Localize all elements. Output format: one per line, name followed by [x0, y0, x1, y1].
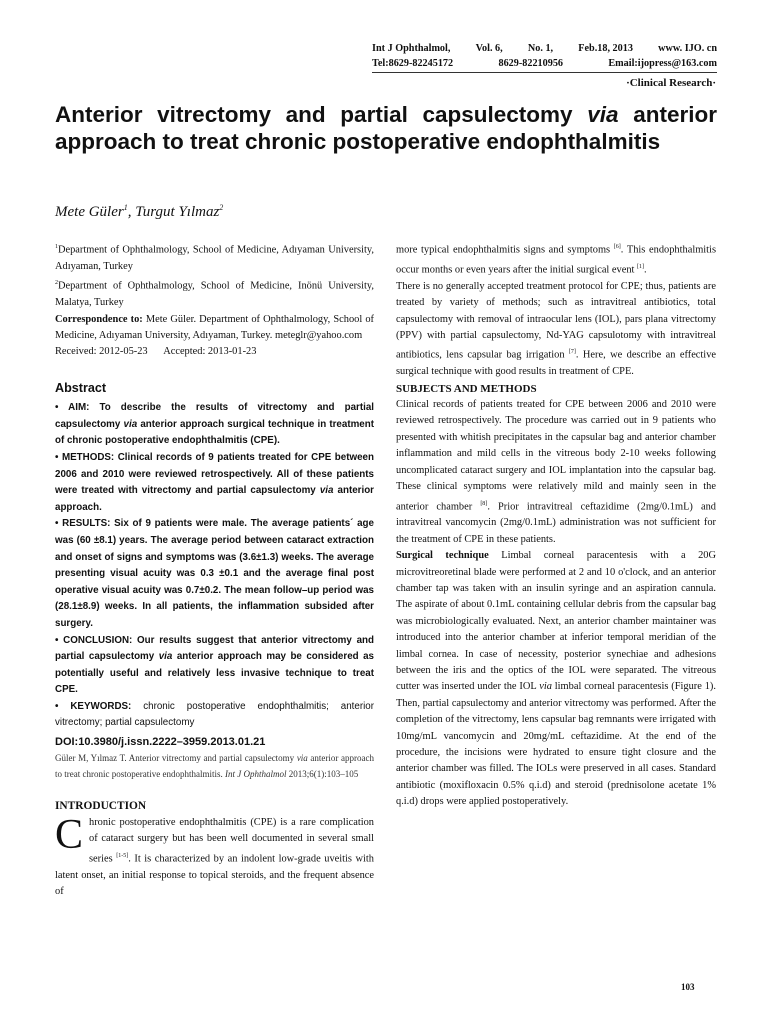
author-separator: , — [127, 204, 136, 220]
introduction-text-a: hronic postoperative endophthalmitis (CPE) is a rare complication of cataract surgery but has been well documented in several small series — [89, 816, 374, 865]
methods-paragraph — [396, 397, 716, 548]
abstract-conclusion — [55, 633, 374, 699]
citation — [55, 750, 374, 782]
abstract-methods-via: via — [319, 485, 334, 497]
section-label: ·Clinical Research· — [626, 77, 716, 89]
surgical-via: via — [539, 681, 552, 693]
author-2-sup: 2 — [219, 203, 224, 212]
intro-continued-c: . — [644, 264, 647, 276]
article-title — [55, 101, 717, 155]
affiliation-1-sup: 1 — [55, 244, 58, 250]
drop-cap: C — [55, 811, 84, 858]
abstract-conclusion-b: anterior approach may be considered as potentially useful and relatively less invasive technique to treat CPE. — [55, 651, 375, 696]
doi-link[interactable]: DOI:10.3980/j.issn.2222–3959.2013.01.21 — [55, 736, 266, 749]
surgical-text-a: Limbal corneal paracentesis with a 20G microvitreoretinal blade were performed at 2 and 10 o'clock, and an anterior chamber tap was taken with an insulin syringe and an aspiration cannula. The aspirate of about 0.1mL containing cellular debris from the capsular bag was microbiologically evaluated. Next, an anterior chamber maintainer was introduced into the anterior chamber at inferior temporal meridian of the limbal cornea. In case of necessity, posterior synechiae and adhesions between the iris and the optics of the IOL were separated. The vitreous cutter was inserted under the IOL — [396, 550, 716, 693]
introduction-heading: INTRODUCTION — [55, 800, 147, 813]
affiliation-2-sup: 2 — [55, 280, 58, 287]
journal-header-line-2 — [372, 56, 717, 71]
correspondence — [55, 312, 374, 345]
title-via: via — [587, 102, 619, 127]
dates-line — [55, 344, 374, 360]
citation-c: 2013;6(1):103–105 — [286, 769, 359, 780]
ref-1[interactable]: [1] — [637, 263, 645, 270]
left-column — [55, 239, 374, 900]
journal-email: Email:ijopress@163.com — [608, 58, 717, 69]
treatment-text-b: . Here, we describe an effective surgical technique with good results in treatment of CPE. — [396, 349, 716, 378]
ref-1-5[interactable]: [1-5] — [116, 852, 129, 859]
correspondence-text: Mete Güler. Department of Ophthalmology, School of Medicine, Adıyaman University, Adıyaman, Turkey. meteglr@yahoo.com — [55, 313, 374, 341]
author-1: Mete Güler — [55, 204, 124, 220]
affiliation-1-text: Department of Ophthalmology, School of Medicine, Adıyaman University, Adıyaman, Turkey — [55, 244, 374, 272]
abstract-aim-a: • AIM: To describe the results of vitrectomy and partial capsulectomy — [55, 402, 374, 430]
author-2: Turgut Yılmaz — [135, 204, 220, 220]
author-list — [55, 203, 223, 221]
abstract-methods — [55, 450, 374, 516]
affiliation-2-text: Department of Ophthalmology, School of Medicine, Inönü University, Malatya, Turkey — [55, 280, 374, 309]
abstract-heading: Abstract — [55, 380, 107, 395]
journal-date: Feb.18, 2013 — [578, 43, 633, 54]
accepted-date: Accepted: 2013-01-23 — [163, 346, 257, 358]
journal-tel: Tel:8629-82245172 — [372, 58, 454, 69]
subjects-methods-heading: SUBJECTS AND METHODS — [396, 382, 537, 395]
methods-text-b: . Prior intravitreal ceftazidime (2mg/0.1mL) and intravitreal vancomycin (2mg/0.1mL) administration was not sufficient for the treatment of CPE in these patients. — [396, 500, 716, 545]
keywords-label: • KEYWORDS: — [55, 700, 132, 712]
intro-continued — [396, 239, 716, 279]
treatment-text-a: There is no generally accepted treatment protocol for CPE; thus, patients are treated by variety of methods; such as intravitreal antibiotics, total capsulectomy with removal of intraocular lens (IOL), pars plana vitrectomy (PPV) with partial capsulectomy, Nd-YAG capsulotomy with intravitreal antibiotics, lens capsular bag irrigation — [396, 280, 716, 361]
header-rule — [372, 72, 717, 73]
ref-8[interactable]: [8] — [480, 500, 488, 507]
journal-name: Int J Ophthalmol, — [372, 43, 451, 54]
affiliation-2 — [55, 275, 374, 311]
title-part-2: anterior approach to treat chronic postoperative endophthalmitis — [55, 102, 717, 154]
keywords-text: chronic postoperative endophthalmitis; anterior vitrectomy; partial capsulectomy — [55, 700, 374, 729]
journal-header-line-1 — [372, 41, 717, 56]
intro-continued-b: . This endophthalmitis occur months or even years after the initial surgical event — [396, 244, 716, 276]
journal-header — [372, 41, 717, 73]
intro-continued-a: more typical endophthalmitis signs and symptoms — [396, 244, 614, 256]
surgical-technique-paragraph — [396, 548, 716, 811]
abstract-conclusion-via: via — [158, 651, 173, 663]
received-date: Received: 2012-05-23 — [55, 346, 148, 358]
journal-volume: Vol. 6, — [475, 43, 503, 54]
ref-6[interactable]: [6] — [613, 244, 621, 250]
treatment-paragraph — [396, 279, 716, 381]
abstract-aim-b: anterior approach surgical technique in treatment of chronic postoperative endophthalmitis (CPE). — [55, 418, 375, 447]
journal-tel2: 8629-82210956 — [498, 58, 564, 69]
journal-website: www. IJO. cn — [658, 43, 717, 54]
affiliation-1 — [55, 239, 374, 275]
correspondence-label: Correspondence to: — [55, 313, 143, 325]
abstract-conclusion-a: • CONCLUSION: Our results suggest that anterior vitrectomy and partial capsulectomy — [55, 634, 374, 663]
abstract-keywords — [55, 699, 374, 732]
abstract-methods-b: anterior approach. — [55, 485, 374, 513]
surgical-text-b: limbal corneal paracentesis (Figure 1). Then, partial capsulectomy and anterior vitrectomy was performed. After the completion of the vitrectomy, lens capsular bag remnants were irrigated with 10mg/mL vancomycin and 20mg/mL ceftazidime. At the end of the procedure, the incisions were hydrated to ensure tight closure and the anterior chamber was filled. The IOLs were preserved in all cases. Standard antibiotic (moxifloxacin 0.5% q.i.d) and steroid (prednisolone acetate 1% q.i.d) drops were applied postoperatively. — [396, 681, 716, 808]
abstract-methods-a: • METHODS: Clinical records of 9 patients treated for CPE between 2006 and 2010 were reviewed retrospectively. All of these patients were treated with vitrectomy and partial capsulectomy — [55, 451, 374, 497]
citation-a: Güler M, Yılmaz T. Anterior vitrectomy and partial capsulectomy — [55, 753, 297, 764]
ref-7[interactable]: [7] — [568, 349, 576, 356]
right-column — [396, 239, 716, 811]
abstract-aim-via: via — [123, 418, 138, 430]
surgical-technique-label: Surgical technique — [396, 550, 489, 562]
abstract-aim — [55, 400, 374, 450]
author-1-sup: 1 — [123, 203, 128, 212]
title-part-1: Anterior vitrectomy and partial capsulectomy — [55, 102, 573, 127]
citation-journal: Int J Ophthalmol — [224, 769, 287, 780]
introduction-paragraph — [55, 811, 374, 901]
citation-via: via — [296, 753, 308, 764]
abstract-results: • RESULTS: Six of 9 patients were male. The average patients´ age was (60 ±8.1) years. The average period between cataract extraction and onset of signs and symptoms was (3.6±1.3) weeks. The average presenting visual acuity was 0.3 ±0.1 and the average final post operative visual acuity was 0.7±0.2. The mean follow–up period was (28.1±8.9) weeks. In all patients, the inflammation subsided after surgery. — [55, 518, 374, 629]
methods-text-a: Clinical records of patients treated for CPE between 2006 and 2010 were reviewed retrospectively. The procedure was carried out in 9 patients who presented with whitish precipitates in the capsular bag and anterior chamber inflammation and mild cells in the vitreous body 2-10 weeks following uncomplicated cataract surgery and IOL implantation into the capsular bag. These clinical symptoms were relatively mild and mainly seen in the anterior chamber — [396, 399, 716, 512]
page-number: 103 — [681, 982, 695, 992]
journal-issue: No. 1, — [527, 43, 554, 54]
citation-b: anterior approach to treat chronic postoperative endophthalmitis. — [55, 753, 375, 780]
introduction-text-b: . It is characterized by an indolent low-grade uveitis with latent onset, an initial response to topical steroids, and the frequent absence of — [55, 853, 374, 897]
